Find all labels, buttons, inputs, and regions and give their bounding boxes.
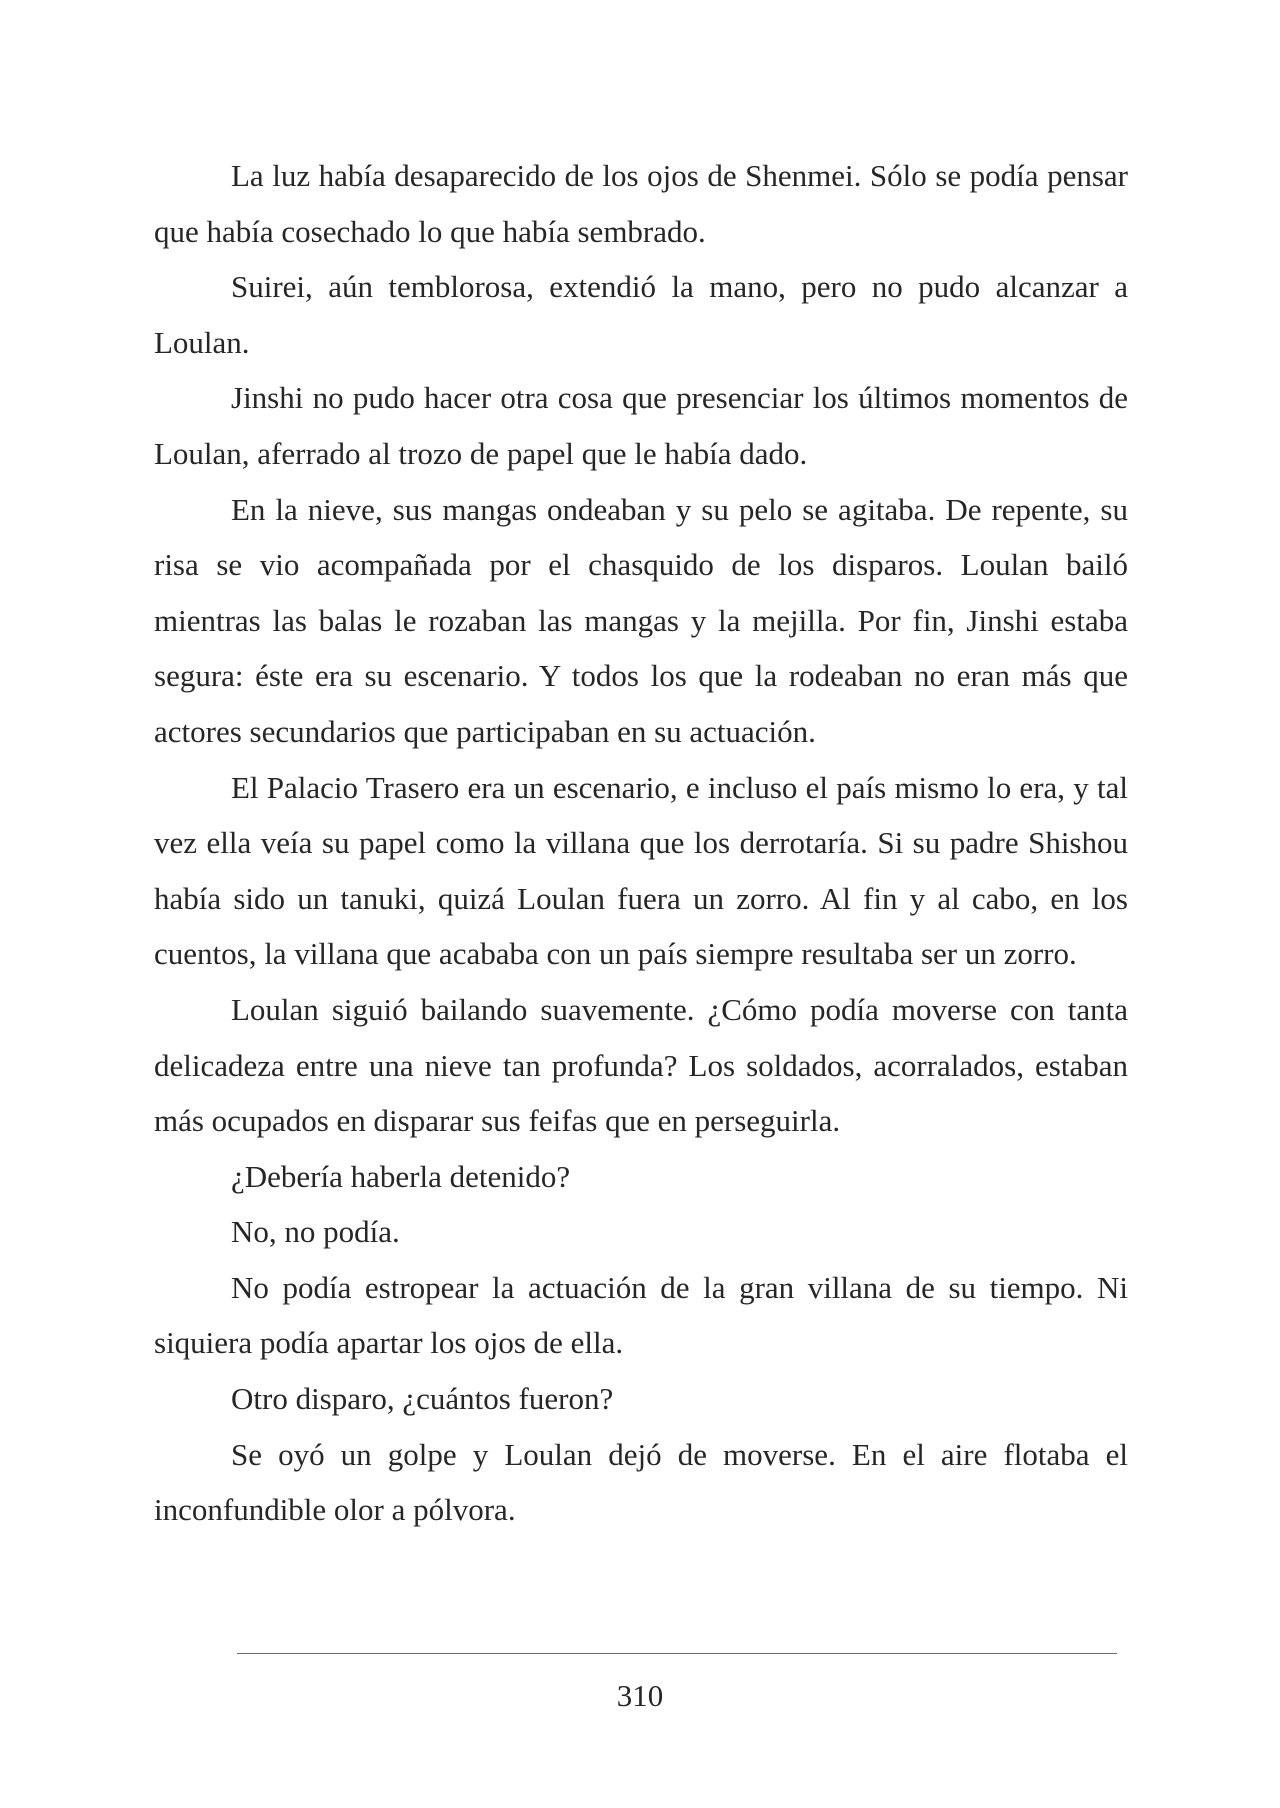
paragraph: Otro disparo, ¿cuántos fueron? [231, 1381, 614, 1417]
footer-divider [237, 1653, 1117, 1654]
paragraph: El Palacio Trasero era un escenario, e incluso el país mismo lo era, y tal vez ella veía su papel como la villana que los derrotaría. Si su padre Shishou había sido un tanuki, quizá Loulan fuera un zorro. Al fin y al cabo, en los cuentos, la villana que acababa con un país siempre resultaba ser un zorro. [154, 769, 1128, 972]
paragraph: En la nieve, sus mangas ondeaban y su pelo se agitaba. De repente, su risa se vio acompañada por el chasquido de los disparos. Loulan bailó mientras las balas le rozaban las mangas y la mejilla. Por fin, Jinshi estaba segura: éste era su escenario. Y todos los que la rodeaban no eran más que actores secundarios que participaban en su actuación. [154, 491, 1128, 749]
paragraph: Jinshi no pudo hacer otra cosa que presenciar los últimos momentos de Loulan, aferrado al trozo de papel que le había dado. [154, 380, 1128, 471]
paragraph: Suirei, aún temblorosa, extendió la mano, pero no pudo alcanzar a Loulan. [154, 269, 1128, 360]
page-number: 310 [616, 1678, 664, 1713]
paragraph: ¿Debería haberla detenido? [231, 1158, 571, 1194]
body-text [154, 148, 1128, 1538]
paragraph: Se oyó un golpe y Loulan dejó de moverse. En el aire flotaba el inconfundible olor a pólvora. [154, 1436, 1128, 1528]
paragraph: No, no podía. [231, 1214, 400, 1250]
paragraph: Loulan siguió bailando suavemente. ¿Cómo podía moverse con tanta delicadeza entre una nieve tan profunda? Los soldados, acorralados, estaban más ocupados en disparar sus feifas que en perseguirla. [154, 991, 1128, 1139]
paragraph: No podía estropear la actuación de la gran villana de su tiempo. Ni siquiera podía apartar los ojos de ella. [154, 1269, 1128, 1361]
paragraph: La luz había desaparecido de los ojos de Shenmei. Sólo se podía pensar que había cosechado lo que había sembrado. [154, 158, 1128, 249]
